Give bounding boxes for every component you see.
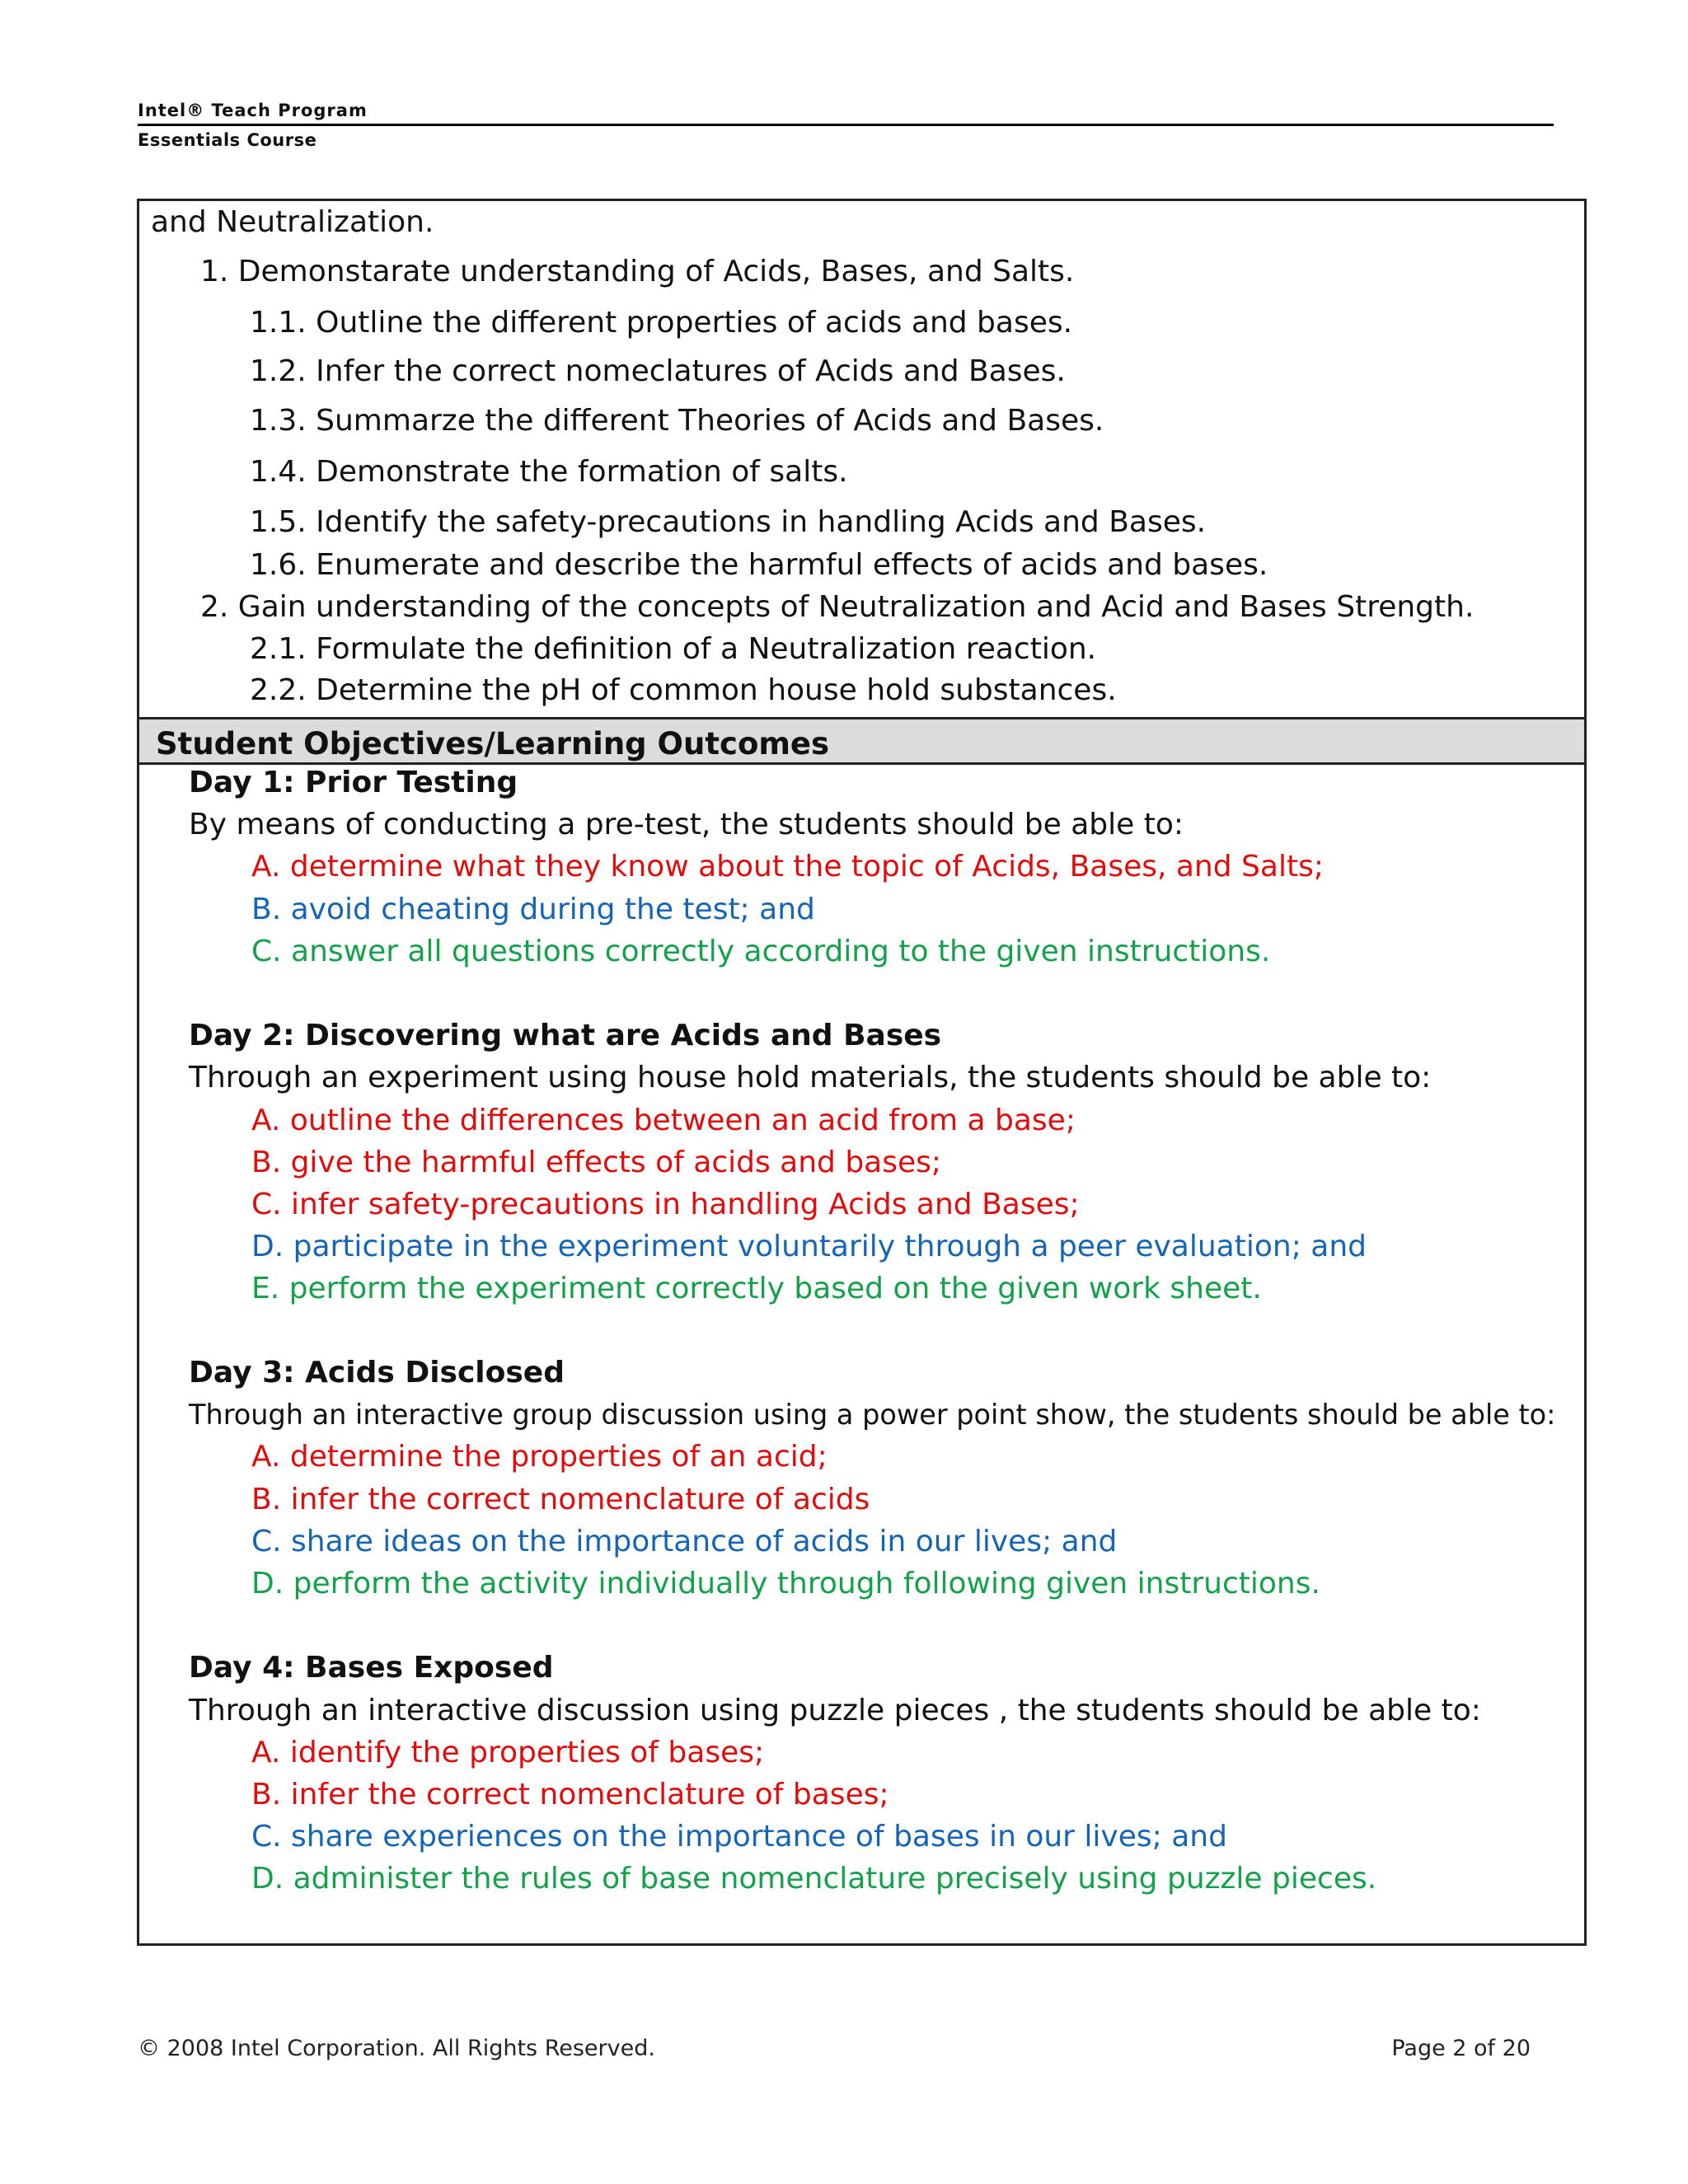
objective-item: A. outline the differences between an acid from a base; [251, 1104, 1076, 1137]
objective-item: D. administer the rules of base nomenclature precisely using puzzle pieces. [251, 1862, 1377, 1896]
curriculum-item: 2.1. Formulate the definition of a Neutralization reaction. [250, 632, 1097, 666]
objective-item: E. perform the experiment correctly based on the given work sheet. [251, 1272, 1262, 1305]
curriculum-item: 1.1. Outline the different properties of acids and bases. [250, 306, 1073, 340]
curriculum-item: 1.3. Summarze the different Theories of Acids and Bases. [250, 404, 1104, 438]
objective-item: C. answer all questions correctly according to the given instructions. [251, 935, 1271, 968]
objective-item: B. give the harmful effects of acids and bases; [251, 1146, 942, 1179]
curriculum-item: 1.5. Identify the safety-precautions in handling Acids and Bases. [250, 505, 1207, 539]
curriculum-lead: and Neutralization. [151, 205, 434, 239]
day-title: Day 3: Acids Disclosed [189, 1356, 565, 1390]
curriculum-item: 1. Demonstarate understanding of Acids, Bases, and Salts. [200, 255, 1075, 288]
day-title: Day 4: Bases Exposed [189, 1651, 554, 1685]
course-title: Essentials Course [138, 130, 317, 150]
objective-item: D. perform the activity individually through following given instructions. [251, 1567, 1320, 1601]
objective-item: C. infer safety-precautions in handling Acids and Bases; [251, 1188, 1080, 1221]
objective-item: A. determine the properties of an acid; [251, 1440, 828, 1474]
objective-item: A. determine what they know about the topic of Acids, Bases, and Salts; [251, 850, 1324, 883]
curriculum-item: 2. Gain understanding of the concepts of Neutralization and Acid and Bases Strength. [200, 590, 1475, 624]
objective-item: B. infer the correct nomenclature of acids [251, 1483, 870, 1516]
document-header [138, 97, 1554, 154]
day-intro: Through an interactive group discussion using a power point show, the students should be able to: [189, 1399, 1556, 1431]
objective-item: D. participate in the experiment voluntarily through a peer evaluation; and [251, 1230, 1367, 1263]
curriculum-item: 1.6. Enumerate and describe the harmful effects of acids and bases. [250, 548, 1268, 582]
program-title: Intel® Teach Program [138, 101, 368, 120]
copyright-text: © 2008 Intel Corporation. All Rights Reserved. [138, 2036, 655, 2061]
curriculum-item: 2.2. Determine the pH of common house hold substances. [250, 673, 1117, 707]
curriculum-item: 1.2. Infer the correct nomeclatures of Acids and Bases. [250, 354, 1066, 388]
objective-item: C. share experiences on the importance of bases in our lives; and [251, 1820, 1227, 1854]
page-number: Page 2 of 20 [1391, 2036, 1531, 2061]
objective-item: B. infer the correct nomenclature of bases; [251, 1778, 889, 1811]
curriculum-cell [139, 201, 1584, 717]
document-footer [138, 2036, 1531, 2069]
objective-item: C. share ideas on the importance of acids in our lives; and [251, 1525, 1118, 1558]
objective-item: B. avoid cheating during the test; and [251, 893, 815, 926]
day-intro: Through an experiment using house hold materials, the students should be able to: [189, 1061, 1432, 1094]
outcomes-cell [139, 765, 1584, 1943]
day-intro: By means of conducting a pre-test, the students should be able to: [189, 808, 1184, 841]
section-title: Student Objectives/Learning Outcomes [156, 726, 830, 762]
day-title: Day 2: Discovering what are Acids and Bases [189, 1019, 942, 1052]
objective-item: A. identify the properties of bases; [251, 1736, 765, 1769]
day-intro: Through an interactive discussion using puzzle pieces , the students should be able to: [189, 1694, 1481, 1727]
lesson-table [137, 199, 1587, 1946]
curriculum-item: 1.4. Demonstrate the formation of salts. [250, 455, 848, 489]
day-title: Day 1: Prior Testing [189, 766, 518, 799]
section-header [139, 717, 1584, 765]
